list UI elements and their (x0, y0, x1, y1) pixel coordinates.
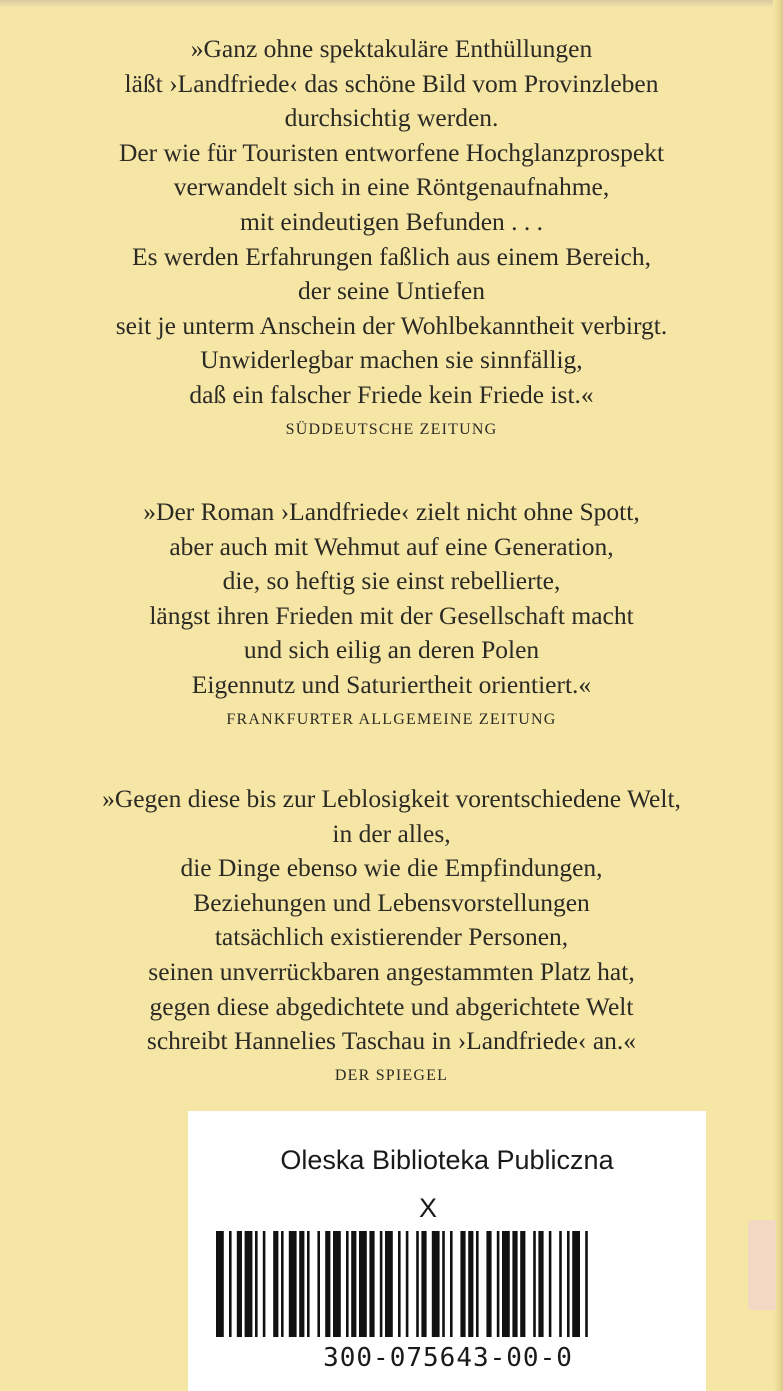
quote-line: »Ganz ohne spektakuläre Enthüllungen (190, 34, 593, 63)
barcode-bar (398, 1231, 401, 1337)
barcode-bar (333, 1231, 341, 1337)
quote-line: Eigennutz und Saturiertheit orientiert.« (191, 669, 592, 699)
quote-line: läßt ›Landfriede‹ das schöne Bild vom Provinzleben (124, 68, 659, 98)
barcode-bar (307, 1231, 310, 1337)
barcode (210, 1231, 650, 1337)
barcode-bar (520, 1231, 525, 1337)
barcode-bar (533, 1231, 536, 1337)
barcode-bar (502, 1231, 510, 1337)
barcode-bar (486, 1231, 491, 1337)
quote-line: längst ihren Frieden mit der Gesellschaft macht (149, 600, 634, 630)
barcode-bar (538, 1231, 543, 1337)
barcode-bar (442, 1231, 445, 1337)
sticker-mark: X (418, 1193, 437, 1223)
barcode-bar (567, 1231, 570, 1337)
barcode-bar (229, 1231, 232, 1337)
quote-source: FRANKFURTER ALLGEMEINE ZEITUNG (226, 710, 557, 728)
quote-line: tatsächlich existierender Personen, (214, 922, 569, 952)
barcode-bar (299, 1231, 304, 1337)
library-barcode-sticker (188, 1111, 706, 1391)
barcode-bar (289, 1231, 297, 1337)
quote-line: seinen unverrückbaren angestammten Platz hat, (148, 956, 635, 986)
barcode-bar (468, 1231, 473, 1337)
quote-line: seit je unterm Anschein der Wohlbekanntheit verbirgt. (115, 310, 668, 340)
barcode-bar (346, 1231, 349, 1337)
quote-source: DER SPIEGEL (334, 1066, 449, 1084)
barcode-bar (406, 1231, 409, 1337)
barcode-bar (325, 1231, 330, 1337)
barcode-bar (497, 1231, 500, 1337)
barcode-bar (216, 1231, 224, 1337)
review-quote-spiegel (0, 782, 783, 1091)
quote-line: verwandelt sich in eine Röntgenaufnahme, (173, 172, 610, 202)
quote-line: durchsichtig werden. (284, 103, 499, 133)
barcode-bar (432, 1231, 440, 1337)
quote-line: Unwiderlegbar machen sie sinnfällig, (200, 345, 583, 375)
barcode-bar (512, 1231, 517, 1337)
quote-line: schreibt Hannelies Taschau in ›Landfriede‹ an.« (146, 1026, 637, 1056)
quote-line: gegen diese abgedichtete und abgerichtete Welt (149, 991, 634, 1021)
barcode-bar (549, 1231, 552, 1337)
barcode-bar (273, 1231, 278, 1337)
quote-line: aber auch mit Wehmut auf eine Generation, (169, 531, 614, 561)
barcode-bar (572, 1231, 580, 1337)
barcode-bar (263, 1231, 266, 1337)
barcode-bar (559, 1231, 562, 1337)
quote-line: in der alles, (332, 818, 451, 848)
barcode-bar (460, 1231, 465, 1337)
barcode-bar (255, 1231, 258, 1337)
barcode-bar (359, 1231, 367, 1337)
barcode-bar (237, 1231, 242, 1337)
page-top-edge (0, 0, 783, 8)
barcode-bar (281, 1231, 284, 1337)
barcode-bar (369, 1231, 374, 1337)
barcode-bar (385, 1231, 393, 1337)
quote-line: Es werden Erfahrungen faßlich aus einem Bereich, (132, 241, 651, 271)
quote-line: daß ein falscher Friede kein Friede ist.« (189, 379, 594, 409)
barcode-bar (380, 1231, 383, 1337)
barcode-bar (317, 1231, 320, 1337)
barcode-bar (476, 1231, 479, 1337)
quote-line: und sich eilig an deren Polen (243, 635, 540, 665)
barcode-bar (450, 1231, 453, 1337)
barcode-bar (351, 1231, 356, 1337)
review-quote-faz (0, 495, 783, 735)
barcode-bar (585, 1231, 588, 1337)
library-name: Oleska Biblioteka Publiczna (280, 1145, 614, 1175)
barcode-bar (245, 1231, 253, 1337)
barcode-bar (421, 1231, 426, 1337)
quote-line: die Dinge ebenso wie die Empfindungen, (180, 853, 603, 883)
quote-line: Der wie für Touristen entworfene Hochglanzprospekt (118, 137, 665, 167)
quote-source: SÜDDEUTSCHE ZEITUNG (285, 420, 498, 438)
quote-line: mit eindeutigen Befunden . . . (239, 206, 544, 236)
quote-line: die, so heftig sie einst rebellierte, (222, 566, 561, 596)
quote-line: der seine Untiefen (298, 276, 485, 306)
library-tag-edge (748, 1220, 776, 1310)
quote-line: »Der Roman ›Landfriede‹ zielt nicht ohne Spott, (143, 497, 640, 526)
review-quote-sueddeutsche (0, 32, 783, 445)
quote-line: Beziehungen und Lebensvorstellungen (193, 887, 590, 917)
barcode-bar (416, 1231, 419, 1337)
quote-line: »Gegen diese bis zur Leblosigkeit vorentschiedene Welt, (102, 784, 681, 813)
barcode-number: 300-075643-00-0 (323, 1343, 573, 1373)
